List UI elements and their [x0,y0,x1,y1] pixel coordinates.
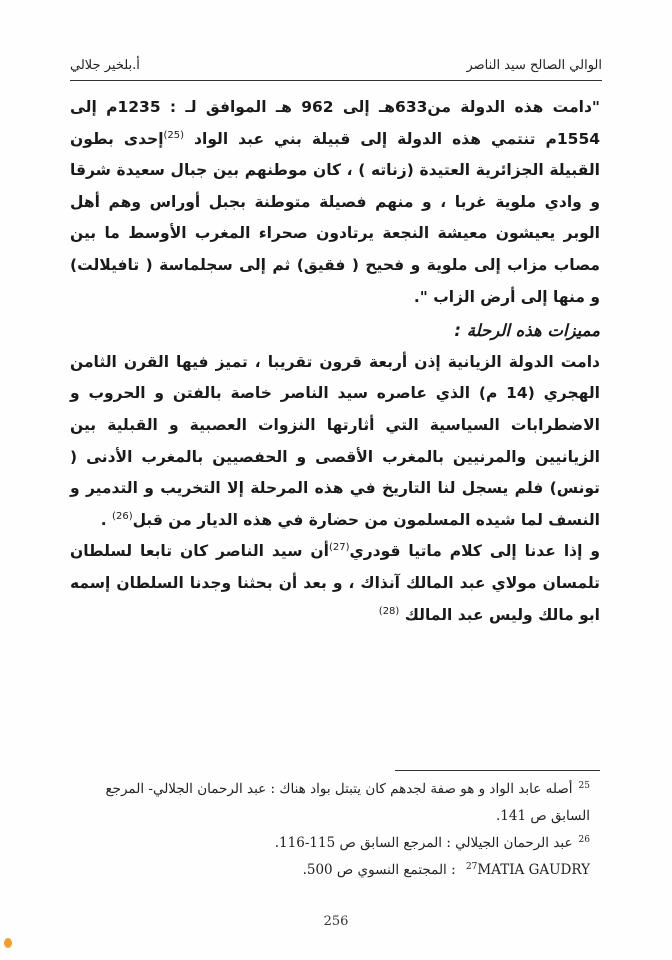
footnote-ref-28[interactable]: (28) [378,605,400,617]
footnote-number: 25 [578,780,590,791]
paragraph-2-end: . [100,510,113,529]
footnote-text: أصله عابد الواد و هو صفة لجدهم كان يتبتل بواد هناك : عبد الرحمان الجلالي- المرجع السابق ص 141. [105,781,590,824]
paragraph-3-text-a: و إذا عدنا إلى كلام ماتيا قودري [349,542,600,561]
footnote-ref-27[interactable]: (27) [328,542,350,554]
body-text [70,92,600,631]
scan-artifact-mark [4,938,12,948]
footnote-text: MATIA GAUDRY : المجتمع النسوي ص 500. [302,862,590,878]
paragraph-1-rest: الجزائرية العتيدة (زناته ) ، كان موطنهم بين جبال سعيدة شرقا و وادي ملوية غربا ، و منهم فصيلة متوطنة بجبل أوراس وهم أهل الوبر يعيشون معيشة النجعة يرتادون صحراء المغرب الأوسط ما بين مصاب مزاب إلى ملوية و فحيح ( فقيق) ثم إلى سجلماسة ( تافيلالت) و منها إلى أرض الزاب ". [70,161,600,306]
footnote-number: 27 [465,861,478,872]
footnote-27 [70,857,590,884]
footnote-number: 26 [578,834,590,845]
running-header [70,56,602,81]
paragraph-1 [70,92,600,313]
paragraph-2-text: دامت الدولة الزيانية إذن أربعة قرون تقريبا ، تميز فيها القرن الثامن الهجري (14 م) الذي عاصره سيد الناصر خاصة بالفتن و الحروب و الاضطرابات السياسية التي أثارتها النزوات العصبية و القبلية بين الزيانيين والمرنيين بالمغرب الأقصى و الحفصيين بالمغرب الأدنى ( تونس) فلم يسجل لنا التاريخ في هذه المرحلة إلا التخريب و التدمير و النسف لما شيده المسلمون من حضارة في هذه الديار من قبل [70,352,600,529]
footnote-ref-26[interactable]: (26) [112,510,133,522]
footnote-text: عبد الرحمان الجيلالي : المرجع السابق ص 115-116. [274,835,573,851]
page-number: 256 [323,914,349,929]
running-header-title: الوالي الصالح سيد الناصر [466,58,602,73]
section-heading: مميزات هذه الرحلة : [454,321,600,341]
paragraph-3 [70,536,600,631]
footnote-separator [395,770,600,771]
paragraph-3-text-b: أن سيد الناصر كان تابعا لسلطان تلمسان مولاي عبد المالك آنذاك ، و بعد أن بحثنا وجدنا السلطان إسمه ابو مالك وليس عبد المالك [70,542,600,624]
paragraph-1-line-1: "دامت هذه الدولة من633هـ إلى 962 هـ الموافق لـ : 1235م إلى [70,98,601,116]
paragraph-1-line-2a: 1554م تنتمي هذه الدولة إلى قبيلة بني عبد الواد [184,129,601,148]
footnote-25 [70,776,590,830]
paragraph-1-line-2b: إحدى بطون القبيلة [70,129,600,180]
footnotes [70,776,590,884]
paragraph-2 [70,347,600,537]
running-header-author: أ.بلخير جلالي [70,58,140,73]
footnote-26 [70,830,590,857]
footnote-ref-25[interactable]: (25) [163,129,185,141]
